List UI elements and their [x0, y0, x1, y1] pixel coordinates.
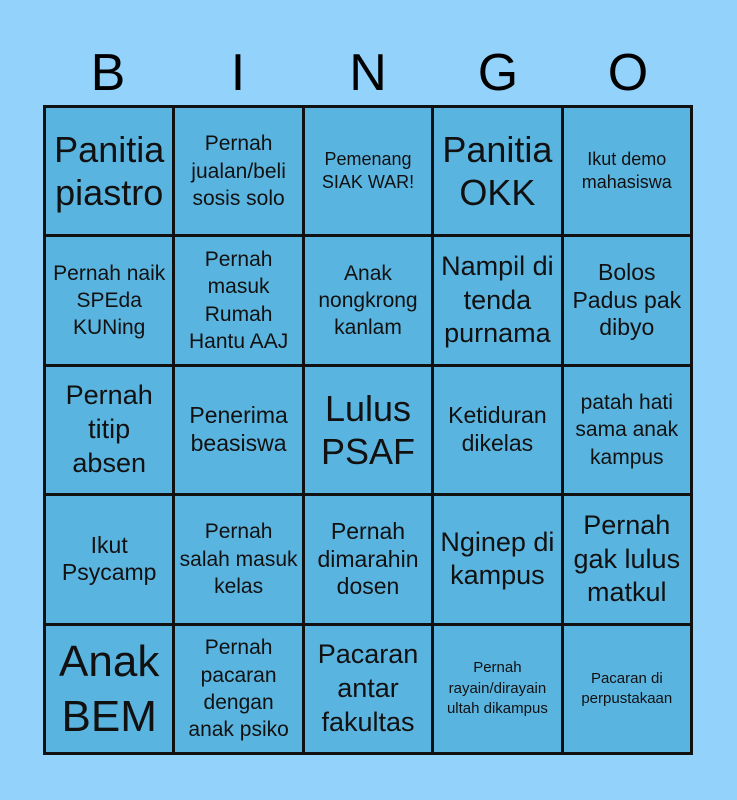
bingo-cell[interactable] — [175, 496, 301, 622]
bingo-cell-label: Ketiduran dikelas — [448, 402, 547, 456]
bingo-cell[interactable] — [305, 626, 431, 752]
bingo-cell-label: Pacaran antar fakultas — [317, 639, 419, 737]
bingo-cell-label: Lulus PSAF — [320, 387, 415, 472]
bingo-cell-label: Ikut demo mahasiswa — [581, 148, 672, 193]
bingo-grid — [43, 105, 693, 755]
bingo-cell[interactable] — [46, 237, 172, 363]
bingo-cell[interactable] — [564, 108, 690, 234]
bingo-header — [43, 40, 693, 106]
bingo-cell-label: Nginep di kampus — [440, 526, 555, 591]
bingo-cell[interactable] — [434, 626, 560, 752]
bingo-cell-label: Pernah titip absen — [65, 380, 153, 478]
header-letter-o: O — [607, 44, 649, 102]
bingo-cell[interactable] — [434, 108, 560, 234]
bingo-cell[interactable] — [305, 237, 431, 363]
bingo-cell[interactable] — [46, 496, 172, 622]
bingo-cell-label: Pernah gak lulus matkul — [573, 509, 681, 608]
bingo-cell[interactable] — [305, 108, 431, 234]
bingo-cell[interactable] — [46, 108, 172, 234]
header-letter-g: G — [477, 44, 519, 102]
bingo-cell[interactable] — [175, 367, 301, 493]
header-letter-b: B — [90, 44, 126, 102]
bingo-cell-label: Panitia OKK — [442, 129, 553, 214]
bingo-cell-label: Pemenang SIAK WAR! — [321, 148, 415, 193]
bingo-cell[interactable] — [564, 626, 690, 752]
bingo-cell[interactable] — [175, 237, 301, 363]
bingo-cell[interactable] — [305, 367, 431, 493]
bingo-cell-label: Pernah jualan/beli sosis solo — [191, 132, 286, 210]
bingo-cell[interactable] — [434, 367, 560, 493]
bingo-cell[interactable] — [46, 626, 172, 752]
bingo-cell[interactable] — [564, 496, 690, 622]
bingo-cell-label: Pernah pacaran dengan anak psiko — [188, 636, 289, 742]
bingo-cell-label: Pacaran di perpustakaan — [581, 669, 673, 707]
bingo-cell[interactable] — [434, 237, 560, 363]
header-letter-i: I — [230, 44, 246, 102]
bingo-cell[interactable] — [564, 237, 690, 363]
header-letter-n: N — [349, 44, 387, 102]
bingo-cell[interactable] — [305, 496, 431, 622]
bingo-cell-label: Bolos Padus pak dibyo — [572, 259, 682, 341]
bingo-cell-label: Pernah dimarahin dosen — [317, 518, 419, 600]
bingo-cell-label: Panitia piastro — [54, 129, 165, 214]
bingo-cell[interactable] — [175, 108, 301, 234]
bingo-cell-label: Pernah rayain/dirayain ultah dikampus — [446, 659, 548, 717]
bingo-cell-label: patah hati sama anak kampus — [575, 391, 679, 469]
bingo-cell-label: Pernah masuk Rumah Hantu AAJ — [188, 248, 289, 353]
bingo-cell-label: Ikut Psycamp — [61, 531, 157, 586]
bingo-cell-label: Pernah salah masuk kelas — [179, 520, 298, 599]
bingo-cell[interactable] — [175, 626, 301, 752]
bingo-cell[interactable] — [46, 367, 172, 493]
bingo-cell[interactable] — [564, 367, 690, 493]
bingo-cell-label: Anak BEM — [59, 636, 160, 741]
bingo-cell-label: Penerima beasiswa — [189, 402, 288, 456]
bingo-cell-label: Pernah naik SPEda KUNing — [53, 261, 166, 340]
bingo-cell-label: Nampil di tenda purnama — [441, 250, 554, 349]
bingo-cell[interactable] — [434, 496, 560, 622]
bingo-cell-label: Anak nongkrong kanlam — [318, 261, 418, 340]
